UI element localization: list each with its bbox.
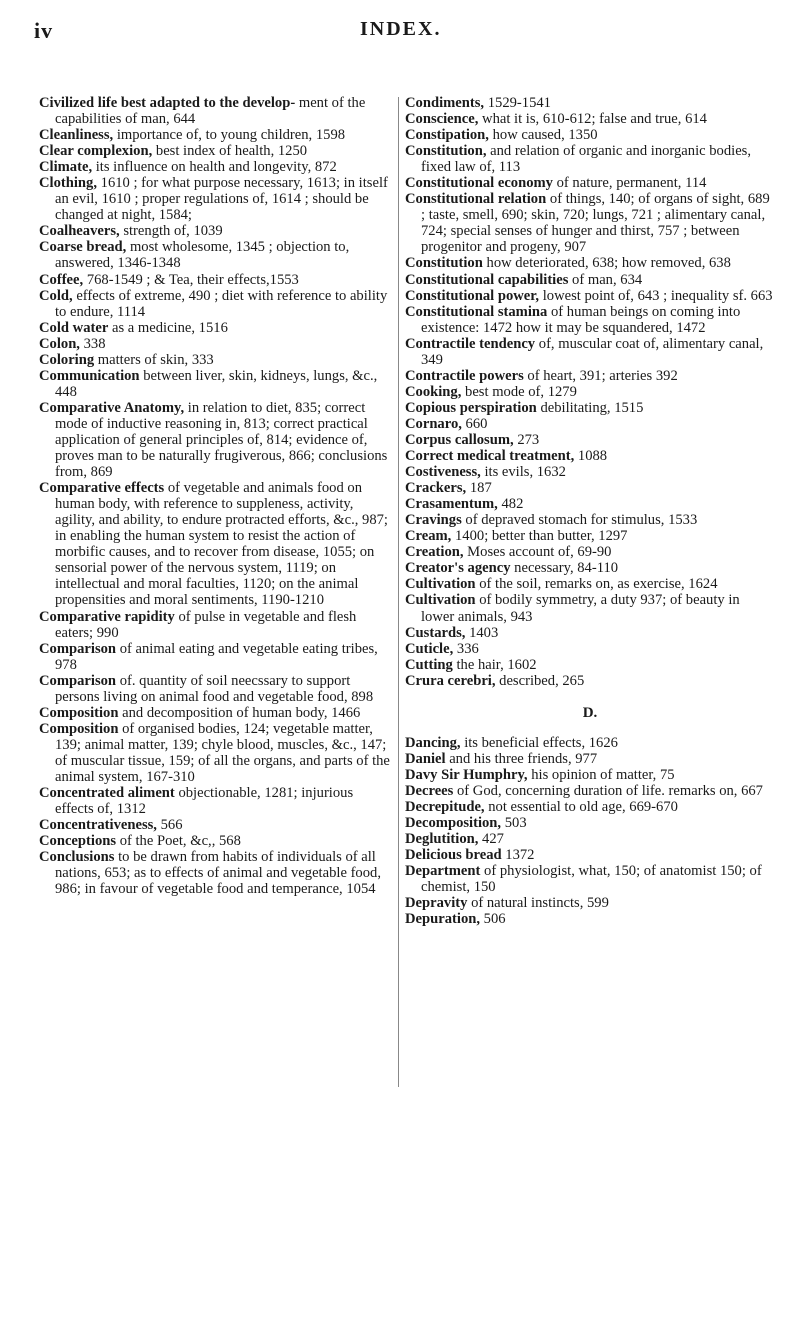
index-entry [405, 544, 775, 560]
index-entry-references: strength of, 1039 [123, 223, 223, 240]
index-entry [39, 609, 394, 641]
index-entry-term: Coarse bread, [39, 239, 127, 256]
index-entry-references: of. quantity of soil neecssary to support persons living on animal food and vegetable food, 898 [55, 672, 374, 705]
index-entry-term: Constitutional relation [405, 191, 547, 208]
index-entry-references: 768-1549 ; & Tea, their effects,1553 [86, 271, 299, 288]
index-entry-term: Comparative Anatomy, [39, 399, 185, 416]
index-entry-references: of pulse in vegetable and flesh eaters; 990 [55, 608, 357, 641]
index-entry [405, 384, 775, 400]
index-entry-term: Constitutional power, [405, 287, 540, 304]
index-entry [405, 592, 775, 624]
index-entry-references: ment of the capabilities of man, 644 [55, 95, 366, 128]
index-entry-term: Comparison [39, 672, 117, 689]
index-entry [405, 895, 775, 911]
index-entry-term: Cultivation [405, 592, 476, 609]
index-entry [39, 673, 394, 705]
index-entry-term: Creation, [405, 544, 464, 561]
index-entry-term: Custards, [405, 624, 466, 641]
index-entry-references: described, 265 [499, 672, 585, 689]
index-entry [405, 641, 775, 657]
index-entry-references: of the Poet, &c,, 568 [119, 833, 241, 850]
index-entry-references: 1403 [469, 624, 499, 641]
index-entry-term: Coloring [39, 351, 95, 368]
index-entry [39, 641, 394, 673]
index-entry [39, 159, 394, 175]
index-entry-term: Cultivation [405, 576, 476, 593]
index-entry-term: Concentrated aliment [39, 785, 175, 802]
index-entry [405, 496, 775, 512]
index-entry-references: of depraved stomach for stimulus, 1533 [465, 512, 698, 529]
index-entry-term: Constitution, [405, 143, 487, 160]
index-entry [39, 400, 394, 480]
index-entry-term: Cleanliness, [39, 127, 114, 144]
index-entry [405, 255, 775, 271]
index-entry [405, 625, 775, 641]
index-entry [405, 560, 775, 576]
index-entry-term: Cravings [405, 512, 462, 529]
index-entry-references: most wholesome, 1345 ; objection to, answered, 1346-1348 [55, 239, 350, 272]
index-entry-references: and relation of organic and inorganic bodies, fixed law of, 113 [421, 143, 752, 176]
index-entry [405, 512, 775, 528]
index-entry-references: 187 [469, 480, 492, 497]
index-entry-term: Decomposition, [405, 815, 502, 832]
index-entry [39, 320, 394, 336]
index-entry-references: 427 [482, 831, 504, 848]
index-entry [405, 127, 775, 143]
index-entry-references: 1088 [577, 448, 608, 465]
index-entry-term: Climate, [39, 159, 93, 176]
index-entry-term: Cornaro, [405, 415, 462, 432]
index-entry-references: debilitating, 1515 [540, 399, 644, 416]
index-entry-references: how deteriorated, 638; how removed, 638 [486, 255, 731, 272]
index-entry [39, 175, 394, 223]
index-entry-references: of, muscular coat of, alimentary canal, 349 [421, 335, 764, 368]
index-entry [39, 272, 394, 288]
index-entry-term: Cream, [405, 528, 452, 545]
index-entry-references: of natural instincts, 599 [471, 895, 609, 912]
index-entry-term: Cuticle, [405, 640, 454, 657]
index-entry [405, 95, 775, 111]
index-entry-references: 503 [504, 815, 527, 832]
index-entry-term: Constipation, [405, 127, 489, 144]
index-entry-references: of vegetable and animals food on human body, with reference to suppleness, activity, agility, and ability, to endure protracted efforts, &c., 987; in enabling the human system to resist the action of morbific causes, and to recover from disease, 1055; on sensorial power of the nervous system, 1119; on intellectual and moral faculties, 1120; on the animal propensities and moral sentiments, 1190-1210 [55, 480, 388, 609]
index-entry [405, 448, 775, 464]
index-entry-references: what it is, 610-612; false and true, 614 [482, 111, 707, 128]
index-entry [39, 127, 394, 143]
index-entry-term: Daniel [405, 750, 446, 767]
right-column [405, 95, 775, 927]
index-entry [405, 863, 775, 895]
index-entry-references: objectionable, 1281; injurious effects of, 1312 [55, 785, 354, 818]
index-entry-term: Crackers, [405, 480, 467, 497]
index-entry-term: Concentrativeness, [39, 817, 157, 834]
index-entry-references: 566 [160, 817, 183, 834]
index-entry-term: Conscience, [405, 111, 479, 128]
index-entry-term: Corpus callosum, [405, 431, 514, 448]
index-entry-references: the hair, 1602 [456, 656, 537, 673]
index-entry [405, 175, 775, 191]
index-entry [405, 304, 775, 336]
index-entry-term: Creator's agency [405, 560, 511, 577]
index-entry [405, 528, 775, 544]
index-entry-references: of organised bodies, 124; vegetable matter, 139; animal matter, 139; chyle blood, muscles, &c., 147; of muscular tissue, 159; of all the organs, and parts of the animal system, 167-310 [55, 720, 390, 785]
index-entry [405, 400, 775, 416]
index-entry [405, 657, 775, 673]
index-entry-term: Comparison [39, 640, 117, 657]
index-entry-references: how caused, 1350 [492, 127, 598, 144]
index-entry-term: Conceptions [39, 833, 117, 850]
index-entry-term: Comparative effects [39, 480, 165, 497]
index-entry [405, 336, 775, 368]
index-entry-references: of animal eating and vegetable eating tribes, 978 [55, 640, 378, 673]
index-entry [405, 831, 775, 847]
index-entry-term: Coalheavers, [39, 223, 120, 240]
index-entry-term: Department [405, 863, 481, 880]
index-entry [405, 432, 775, 448]
index-entry-references: of human beings on coming into existence: 1472 how it may be squandered, 1472 [421, 303, 741, 336]
index-entry-term: Depravity [405, 895, 468, 912]
index-entry [39, 352, 394, 368]
index-entry-term: Condiments, [405, 95, 485, 111]
index-entry-term: Coffee, [39, 271, 84, 288]
index-entry [405, 288, 775, 304]
index-entry [405, 783, 775, 799]
right-column-d-entries [405, 735, 775, 928]
index-entry-references: 273 [517, 431, 540, 448]
index-entry-term: Crura cerebri, [405, 672, 496, 689]
index-entry-term: Composition [39, 704, 119, 721]
index-entry-term: Cutting [405, 656, 453, 673]
index-entry [405, 368, 775, 384]
index-entry-term: Decrees [405, 782, 454, 799]
index-entry-term: Communication [39, 367, 140, 384]
index-entry-term: Costiveness, [405, 464, 481, 481]
index-entry-references: importance of, to young children, 1598 [116, 127, 346, 144]
index-entry [405, 815, 775, 831]
index-entry-references: his opinion of matter, 75 [531, 766, 675, 783]
index-entry-term: Constitutional economy [405, 175, 553, 192]
index-entry [39, 849, 394, 897]
index-entry-term: Decrepitude, [405, 798, 485, 815]
index-entry-references: its influence on health and longevity, 872 [95, 159, 337, 176]
running-head: INDEX. [360, 18, 442, 40]
index-entry [39, 368, 394, 400]
index-entry-references: not essential to old age, 669-670 [488, 798, 678, 815]
index-entry-term: Copious perspiration [405, 399, 537, 416]
index-entry-references: in relation to diet, 835; correct mode of inductive reasoning in, 813; correct practical application of general principles of, 814; evidence of, proves man to be naturally frugiverous, 866; conclusions from, 869 [55, 399, 388, 481]
index-entry-references: 482 [501, 496, 524, 513]
index-entry-references: matters of skin, 333 [97, 351, 214, 368]
index-entry-references: best index of health, 1250 [155, 143, 308, 160]
index-entry [405, 735, 775, 751]
right-column-c-entries [405, 95, 775, 689]
index-entry [39, 95, 394, 127]
index-entry [39, 785, 394, 817]
index-entry-references: and his three friends, 977 [449, 750, 598, 767]
index-entry-term: Davy Sir Humphry, [405, 766, 528, 783]
index-entry-references: of physiologist, what, 150; of anatomist 150; of chemist, 150 [421, 863, 762, 896]
page-header [0, 14, 801, 44]
index-entry [405, 576, 775, 592]
index-entry-term: Civilized life best adapted to the develop- [39, 95, 296, 111]
index-entry-references: of things, 140; of organs of sight, 689 ; taste, smell, 690; skin, 720; lungs, 721 ; alimentary canal, 724; special senses of hunger and thirst, 757 ; between progenitor and progeny, 907 [421, 191, 770, 256]
index-entry-term: Cold, [39, 287, 73, 304]
index-entry [405, 272, 775, 288]
section-letter-heading: D. [582, 704, 598, 721]
index-entry-references: of man, 634 [572, 271, 643, 288]
index-entry-references: of nature, permanent, 114 [556, 175, 707, 192]
index-entry-references: and decomposition of human body, 1466 [122, 704, 361, 721]
index-entry-references: effects of extreme, 490 ; diet with reference to ability to endure, 1114 [55, 287, 388, 320]
index-entry-references: best mode of, 1279 [465, 383, 577, 400]
index-entry-references: 1610 ; for what purpose necessary, 1613; in itself an evil, 1610 ; proper regulations of, 1614 ; should be changed at night, 1584; [55, 175, 388, 224]
index-entry-references: as a medicine, 1516 [111, 319, 228, 336]
index-entry [405, 416, 775, 432]
index-entry [39, 336, 394, 352]
index-entry [39, 288, 394, 320]
index-entry-references: necessary, 84-110 [514, 560, 619, 577]
page-number: iv [34, 18, 54, 43]
index-entry-references: 506 [483, 911, 506, 928]
index-entry-term: Composition [39, 720, 119, 737]
index-entry [405, 751, 775, 767]
index-entry-references: lowest point of, 643 ; inequality sf. 663 [542, 287, 773, 304]
index-entry-references: Moses account of, 69-90 [467, 544, 612, 561]
index-entry-references: 338 [83, 335, 106, 352]
index-entry [405, 799, 775, 815]
index-entry-term: Clothing, [39, 175, 97, 192]
index-entry-references: between liver, skin, kidneys, lungs, &c., 448 [55, 367, 378, 400]
index-entry [405, 111, 775, 127]
index-entry [39, 721, 394, 785]
index-entry-references: 336 [456, 640, 479, 657]
index-entry-references: 1400; better than butter, 1297 [455, 528, 628, 545]
index-entry [39, 223, 394, 239]
index-entry [39, 833, 394, 849]
index-entry-references: of bodily symmetry, a duty 937; of beauty in lower animals, 943 [421, 592, 740, 625]
column-divider [398, 97, 399, 1087]
index-entry-term: Crasamentum, [405, 496, 498, 513]
index-entry-term: Comparative rapidity [39, 608, 175, 625]
index-entry [405, 767, 775, 783]
index-entry-term: Conclusions [39, 849, 115, 866]
index-entry-term: Constitution [405, 255, 483, 272]
index-entry [405, 847, 775, 863]
index-entry [39, 705, 394, 721]
index-entry-term: Constitutional stamina [405, 303, 548, 320]
index-entry-references: its evils, 1632 [484, 464, 566, 481]
index-entry [405, 143, 775, 175]
index-entry-references: 1529-1541 [487, 95, 551, 111]
index-entry-references: 1372 [505, 847, 535, 864]
left-column [39, 95, 394, 897]
index-entry [405, 673, 775, 689]
index-entry [39, 143, 394, 159]
index-entry-term: Colon, [39, 335, 80, 352]
index-entry-term: Contractile powers [405, 367, 524, 384]
index-entry-references: its beneficial effects, 1626 [464, 734, 618, 751]
index-entry-term: Depuration, [405, 911, 480, 928]
index-entry-term: Cooking, [405, 383, 462, 400]
index-entry-term: Delicious bread [405, 847, 502, 864]
index-entry-term: Deglutition, [405, 831, 479, 848]
index-entry [39, 239, 394, 271]
index-entry-references: of God, concerning duration of life. remarks on, 667 [457, 782, 763, 799]
index-entry-references: of the soil, remarks on, as exercise, 1624 [479, 576, 718, 593]
index-entry-term: Cold water [39, 319, 109, 336]
index-entry [405, 480, 775, 496]
index-entry-term: Clear complexion, [39, 143, 153, 160]
index-entry-term: Correct medical treatment, [405, 448, 575, 465]
index-entry [39, 480, 394, 608]
index-entry [405, 464, 775, 480]
index-entry-term: Contractile tendency [405, 335, 536, 352]
index-entry-references: 660 [465, 415, 488, 432]
index-entry-term: Dancing, [405, 734, 461, 751]
index-entry-references: to be drawn from habits of individuals of all nations, 653; as to effects of animal and vegetable food, 986; in favour of vegetable food and temperance, 1054 [55, 849, 381, 898]
index-entry-references: of heart, 391; arteries 392 [527, 367, 678, 384]
index-entry [39, 817, 394, 833]
index-entry [405, 911, 775, 927]
index-entry [405, 191, 775, 255]
index-entry-term: Constitutional capabilities [405, 271, 569, 288]
